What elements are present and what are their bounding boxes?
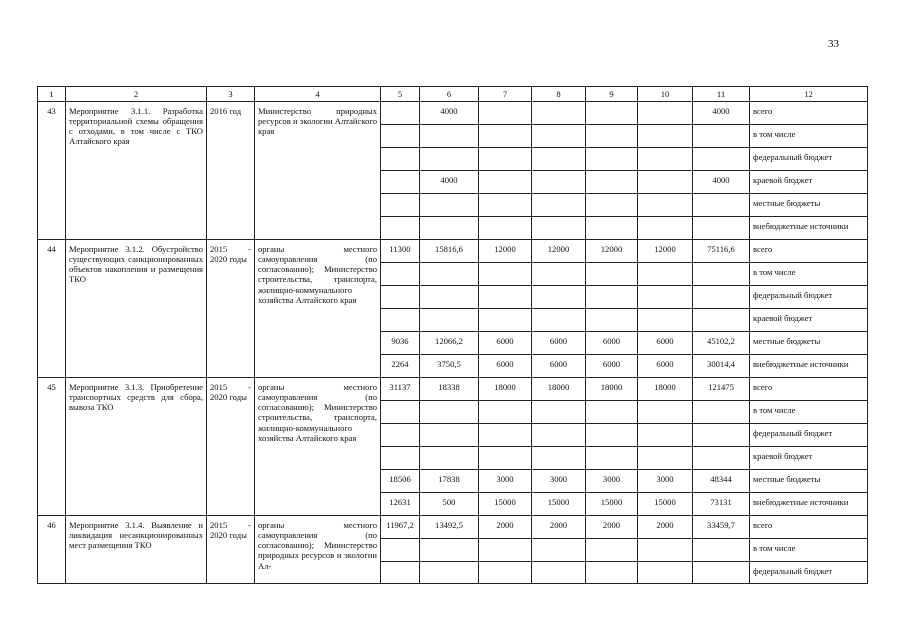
funding-value-cell [586,309,638,332]
funding-value-cell [638,125,693,148]
funding-value-cell [532,263,586,286]
funding-value-cell: 48344 [693,470,750,493]
funding-value-cell [381,539,420,562]
funding-value-cell: 2264 [381,355,420,378]
funding-value-cell: 18000 [586,378,638,401]
funding-value-cell: 4000 [693,102,750,125]
table-row [38,516,868,539]
column-header: 7 [479,87,532,102]
period-dash: - [248,382,251,392]
funding-value-cell: 6000 [586,332,638,355]
funding-value-cell [479,539,532,562]
funding-source-cell: федеральный бюджет [750,286,868,309]
funding-source-cell: краевой бюджет [750,309,868,332]
funding-value-cell [479,125,532,148]
measure-name-cell: Мероприятие 3.1.3. Приобретение транспортных средств для сбора, вывоза ТКО [66,378,207,516]
row-number-cell: 46 [38,516,66,584]
column-header: 10 [638,87,693,102]
funding-value-cell [693,217,750,240]
column-header: 8 [532,87,586,102]
funding-value-cell: 6000 [479,332,532,355]
funding-value-cell [479,401,532,424]
funding-value-cell: 2000 [638,516,693,539]
funding-value-cell [532,562,586,584]
funding-source-cell: внебюджетные источники [750,493,868,516]
funding-source-cell: в том числе [750,539,868,562]
funding-value-cell: 12000 [532,240,586,263]
column-header: 12 [750,87,868,102]
funding-value-cell [479,263,532,286]
funding-value-cell [420,217,479,240]
funding-value-cell: 15000 [532,493,586,516]
funding-value-cell: 18000 [532,378,586,401]
funding-value-cell [420,401,479,424]
funding-value-cell [479,148,532,171]
funding-value-cell [638,102,693,125]
funding-value-cell [586,424,638,447]
funding-value-cell [693,539,750,562]
period-start: 2015 [210,520,228,530]
funding-value-cell: 6000 [532,355,586,378]
funding-value-cell: 6000 [638,332,693,355]
funding-value-cell: 4000 [420,171,479,194]
funding-value-cell: 6000 [586,355,638,378]
funding-value-cell [532,194,586,217]
funding-value-cell [420,286,479,309]
funding-value-cell [693,286,750,309]
funding-value-cell: 15816,6 [420,240,479,263]
funding-value-cell [479,447,532,470]
funding-value-cell [586,562,638,584]
funding-value-cell: 9036 [381,332,420,355]
period-cell [207,102,255,240]
funding-value-cell: 500 [420,493,479,516]
funding-value-cell [638,263,693,286]
funding-value-cell [420,263,479,286]
table-row [38,378,868,401]
funding-value-cell [420,194,479,217]
funding-source-cell: всего [750,102,868,125]
funding-value-cell: 4000 [420,102,479,125]
funding-value-cell [586,171,638,194]
funding-value-cell: 15000 [638,493,693,516]
funding-value-cell: 12066,2 [420,332,479,355]
funding-value-cell [479,171,532,194]
funding-value-cell: 12631 [381,493,420,516]
funding-value-cell: 75116,6 [693,240,750,263]
funding-value-cell [693,562,750,584]
measure-name-cell: Мероприятие 3.1.2. Обустройство существующих санкционированных объектов накопления и размещения ТКО [66,240,207,378]
funding-source-cell: в том числе [750,401,868,424]
measure-name-cell: Мероприятие 3.1.4. Выявление и ликвидация несанкционированных мест размещения ТКО [66,516,207,584]
funding-value-cell [532,539,586,562]
funding-source-cell: всего [750,240,868,263]
funding-value-cell: 18338 [420,378,479,401]
funding-value-cell: 15000 [586,493,638,516]
row-number-cell: 45 [38,378,66,516]
funding-value-cell [381,562,420,584]
period-start-line [210,244,251,254]
program-measures-table [37,86,868,584]
funding-source-cell: в том числе [750,263,868,286]
funding-value-cell [420,562,479,584]
funding-source-cell: всего [750,516,868,539]
funding-value-cell [479,424,532,447]
funding-value-cell: 12000 [638,240,693,263]
period-end: 2020 годы [210,254,247,265]
funding-value-cell: 6000 [638,355,693,378]
funding-value-cell [532,286,586,309]
measure-name-cell: Мероприятие 3.1.1. Разработка территориальной схемы обращения с отходами, в том числе с ТКО Алтайского края [66,102,207,240]
funding-value-cell [638,424,693,447]
funding-value-cell [638,309,693,332]
period-start: 2015 [210,244,228,254]
funding-value-cell: 3000 [586,470,638,493]
funding-value-cell [420,424,479,447]
funding-value-cell [638,562,693,584]
funding-value-cell [381,286,420,309]
funding-value-cell [638,194,693,217]
period-end: 2020 годы [210,392,247,403]
column-header: 5 [381,87,420,102]
funding-value-cell [693,194,750,217]
funding-value-cell: 3000 [532,470,586,493]
funding-value-cell [381,217,420,240]
funding-source-cell: краевой бюджет [750,447,868,470]
funding-value-cell [381,447,420,470]
row-number-cell: 43 [38,102,66,240]
funding-value-cell [693,447,750,470]
funding-value-cell [479,562,532,584]
funding-value-cell [693,424,750,447]
funding-source-cell: краевой бюджет [750,171,868,194]
column-header: 6 [420,87,479,102]
funding-value-cell [638,401,693,424]
table-row [38,102,868,125]
funding-value-cell: 6000 [479,355,532,378]
period-cell [207,516,255,584]
funding-value-cell [638,217,693,240]
funding-value-cell: 18506 [381,470,420,493]
period-start-line [210,520,251,530]
funding-value-cell [381,102,420,125]
period-cell [207,240,255,378]
funding-source-cell: местные бюджеты [750,332,868,355]
funding-value-cell [381,171,420,194]
row-number-cell: 44 [38,240,66,378]
funding-source-cell: федеральный бюджет [750,424,868,447]
period-end: 2020 годы [210,530,247,541]
funding-value-cell [381,125,420,148]
funding-value-cell: 12000 [479,240,532,263]
funding-value-cell [420,309,479,332]
funding-source-cell: местные бюджеты [750,194,868,217]
funding-value-cell [420,539,479,562]
funding-value-cell [532,309,586,332]
funding-source-cell: федеральный бюджет [750,562,868,584]
column-header: 1 [38,87,66,102]
column-header: 4 [255,87,381,102]
funding-value-cell [381,263,420,286]
funding-value-cell [693,309,750,332]
funding-value-cell: 13492,5 [420,516,479,539]
funding-source-cell: местные бюджеты [750,470,868,493]
funding-value-cell: 121475 [693,378,750,401]
executor-cell: органы местного самоуправления (по согласованию); Министерство строительства, транспорта, жилищно-коммунального хозяйства Алтайского края [255,240,381,378]
funding-value-cell: 3750,5 [420,355,479,378]
funding-value-cell [381,401,420,424]
funding-source-cell: внебюджетные источники [750,355,868,378]
funding-source-cell: в том числе [750,125,868,148]
funding-value-cell [586,447,638,470]
funding-value-cell [420,125,479,148]
funding-value-cell [532,148,586,171]
funding-value-cell: 11967,2 [381,516,420,539]
funding-value-cell [586,102,638,125]
funding-value-cell [532,125,586,148]
funding-value-cell [586,148,638,171]
funding-value-cell [532,102,586,125]
funding-value-cell: 30014,4 [693,355,750,378]
funding-value-cell: 6000 [532,332,586,355]
executor-cell: органы местного самоуправления (по согласованию); Министерство природных ресурсов и экологии Ал- [255,516,381,584]
funding-value-cell [586,263,638,286]
funding-source-cell: внебюджетные источники [750,217,868,240]
funding-value-cell: 31137 [381,378,420,401]
column-number-header-row [38,87,868,102]
funding-value-cell [381,424,420,447]
funding-value-cell [586,194,638,217]
column-header: 3 [207,87,255,102]
funding-value-cell [479,286,532,309]
funding-value-cell [586,286,638,309]
funding-value-cell: 3000 [638,470,693,493]
period-start: 2015 [210,382,228,392]
funding-source-cell: федеральный бюджет [750,148,868,171]
funding-value-cell: 17838 [420,470,479,493]
executor-cell: органы местного самоуправления (по согласованию); Министерство строительства, транспорта, жилищно-коммунального хозяйства Алтайского края [255,378,381,516]
funding-value-cell [479,102,532,125]
funding-value-cell [638,148,693,171]
funding-value-cell [693,148,750,171]
funding-value-cell [532,217,586,240]
funding-value-cell: 12000 [586,240,638,263]
period-cell [207,378,255,516]
funding-value-cell: 2000 [532,516,586,539]
funding-value-cell: 2000 [479,516,532,539]
column-header: 9 [586,87,638,102]
table-row [38,240,868,263]
period-start-line [210,106,251,116]
funding-value-cell: 15000 [479,493,532,516]
funding-source-cell: всего [750,378,868,401]
funding-value-cell: 4000 [693,171,750,194]
funding-value-cell [479,309,532,332]
funding-value-cell: 11300 [381,240,420,263]
funding-value-cell [381,194,420,217]
funding-value-cell [479,217,532,240]
funding-value-cell [638,286,693,309]
funding-value-cell: 73131 [693,493,750,516]
funding-value-cell [693,125,750,148]
period-start: 2016 год [210,106,242,116]
funding-value-cell [532,401,586,424]
funding-value-cell [381,309,420,332]
period-dash: - [248,244,251,254]
funding-value-cell [532,171,586,194]
funding-value-cell [638,447,693,470]
funding-value-cell [420,447,479,470]
funding-value-cell [586,217,638,240]
column-header: 2 [66,87,207,102]
page-number: 33 [828,38,839,50]
executor-cell: Министерство природных ресурсов и экологии Алтайского края [255,102,381,240]
funding-value-cell [586,125,638,148]
column-header: 11 [693,87,750,102]
funding-value-cell [532,424,586,447]
funding-value-cell: 45102,2 [693,332,750,355]
funding-value-cell [693,263,750,286]
funding-value-cell: 3000 [479,470,532,493]
funding-value-cell: 18000 [479,378,532,401]
funding-value-cell: 2000 [586,516,638,539]
funding-value-cell [638,171,693,194]
funding-value-cell [532,447,586,470]
funding-value-cell [586,539,638,562]
funding-value-cell [420,148,479,171]
funding-value-cell: 18000 [638,378,693,401]
funding-value-cell [381,148,420,171]
funding-value-cell [693,401,750,424]
funding-value-cell [586,401,638,424]
period-start-line [210,382,251,392]
period-dash: - [248,520,251,530]
funding-value-cell [638,539,693,562]
funding-value-cell [479,194,532,217]
funding-value-cell: 33459,7 [693,516,750,539]
